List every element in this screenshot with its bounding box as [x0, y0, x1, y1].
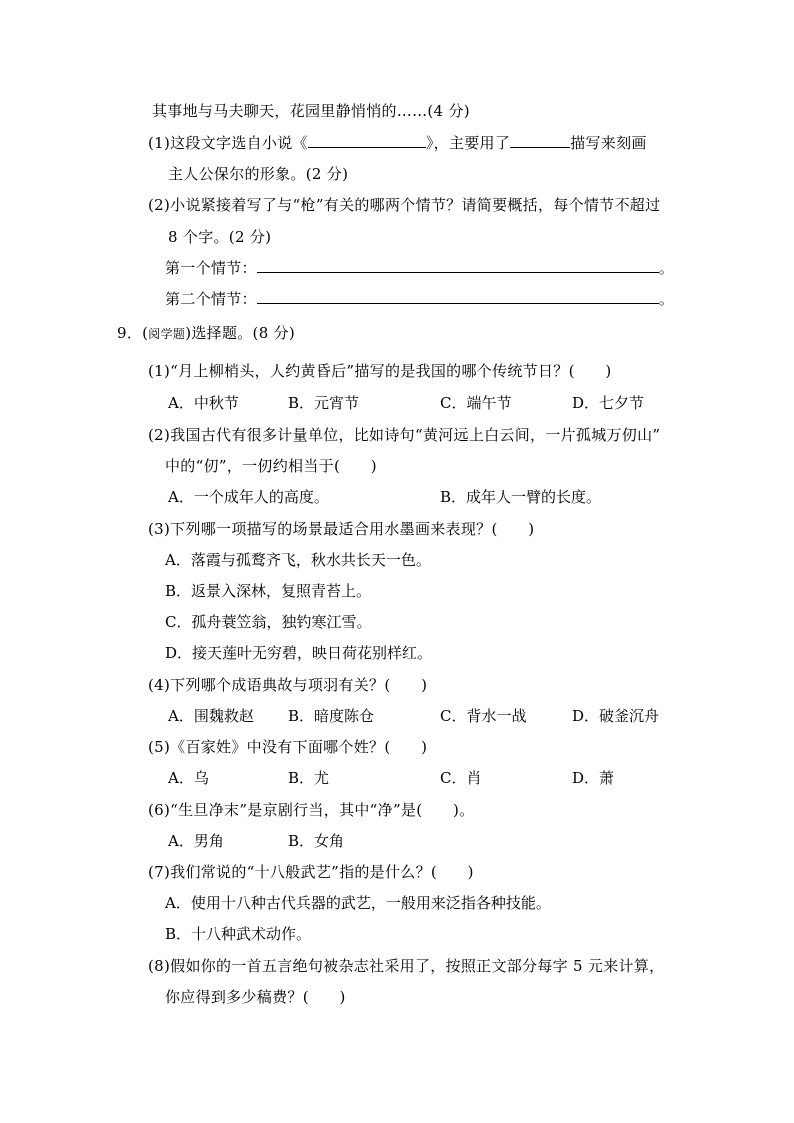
q9-s2-option-b[interactable]: B．成年人一臂的长度。 [440, 488, 602, 506]
plot1-answer-blank[interactable] [257, 258, 659, 273]
q9-heading [117, 323, 295, 344]
plot1-label: 第一个情节： [165, 259, 257, 277]
q9-s3-option-d[interactable]: D．接天莲叶无穷碧，映日荷花别样红。 [165, 644, 433, 662]
q9-s4-stem: (4)下列哪个成语典故与项羽有关？( ) [148, 676, 428, 694]
q9-s8-stem-line1: (8)假如你的一首五言绝句被杂志社采用了，按照正文部分每字 5 元来计算， [148, 957, 665, 975]
q9-s4-option-a[interactable]: A．围魏救赵 [168, 707, 254, 725]
plot2-label: 第二个情节： [165, 290, 257, 308]
q9-s4-option-b[interactable]: B．暗度陈仓 [288, 707, 375, 725]
q8-sub1-text-c: 描写来刻画 [570, 134, 647, 152]
q9-s1-option-a[interactable]: A．中秋节 [168, 394, 239, 412]
plot2-answer-blank[interactable] [257, 289, 659, 304]
q9-s2-stem-line2: 中的“仞”，一仞约相当于( ) [165, 457, 377, 475]
q9-number: 9．( [117, 324, 149, 342]
novel-title-blank[interactable] [308, 133, 426, 148]
q9-s2-option-a[interactable]: A．一个成年人的高度。 [168, 488, 329, 506]
plot1-row [165, 258, 674, 278]
q9-s6-option-b[interactable]: B．女角 [288, 832, 345, 850]
q9-s7-option-b[interactable]: B．十八种武术动作。 [165, 925, 312, 943]
q8-sub2-line1: (2)小说紧接着写了与“枪”有关的哪两个情节？请简要概括，每个情节不超过 [148, 196, 661, 214]
q9-s1-option-d[interactable]: D．七夕节 [572, 394, 645, 412]
q9-s2-stem-line1: (2)我国古代有很多计量单位，比如诗句“黄河远上白云间，一片孤城万仞山” [148, 426, 661, 444]
q9-head: )选择题。(8 分) [185, 324, 296, 342]
q9-s3-stem: (3)下列哪一项描写的场景最适合用水墨画来表现？( ) [148, 520, 535, 538]
q9-s7-stem: (7)我们常说的“十八般武艺”指的是什么？( ) [148, 863, 474, 881]
q9-s1-stem: (1)“月上柳梢头，人约黄昏后”描写的是我国的哪个传统节日？( ) [148, 362, 612, 380]
q9-s1-option-b[interactable]: B．元宵节 [288, 394, 360, 412]
plot2-row [165, 289, 674, 309]
q9-s8-stem-line2: 你应得到多少稿费？( ) [165, 988, 346, 1006]
q9-tag: 阅学题 [148, 327, 186, 341]
q9-s5-option-b[interactable]: B．尤 [288, 769, 330, 787]
q9-s5-option-a[interactable]: A．乌 [168, 769, 209, 787]
plot1-end: 。 [658, 259, 675, 277]
q9-s5-stem: (5)《百家姓》中没有下面哪个姓？( ) [148, 738, 428, 756]
q9-s3-option-b[interactable]: B．返景入深林，复照青苔上。 [165, 582, 372, 600]
q9-s3-option-c[interactable]: C．孤舟蓑笠翁，独钓寒江雪。 [165, 613, 372, 631]
q8-sub2-line2: 8 个字。(2 分) [168, 228, 272, 246]
q9-s7-option-a[interactable]: A．使用十八种古代兵器的武艺，一般用来泛指各种技能。 [165, 894, 551, 912]
description-type-blank[interactable] [510, 133, 570, 148]
q9-s4-option-d[interactable]: D．破釜沉舟 [572, 707, 660, 725]
q9-s4-option-c[interactable]: C．背水一战 [440, 707, 527, 725]
q9-s5-option-d[interactable]: D．萧 [572, 769, 615, 787]
q9-s3-option-a[interactable]: A．落霞与孤鹜齐飞，秋水共长天一色。 [165, 551, 431, 569]
plot2-end: 。 [658, 290, 675, 308]
q9-s6-option-a[interactable]: A．男角 [168, 832, 224, 850]
q8-sub1-line1 [148, 133, 647, 153]
q9-s5-option-c[interactable]: C．肖 [440, 769, 482, 787]
q8-intro: 其事地与马夫聊天，花园里静悄悄的……(4 分) [152, 102, 470, 120]
q8-sub1-line2: 主人公保尔的形象。(2 分) [168, 165, 349, 183]
q8-sub1-text-a: (1)这段文字选自小说《 [148, 134, 308, 152]
q9-s1-option-c[interactable]: C．端午节 [440, 394, 512, 412]
q9-s6-stem: (6)“生旦净末”是京剧行当，其中“净”是( )。 [148, 801, 475, 819]
q8-sub1-text-b: 》，主要用了 [425, 134, 511, 152]
